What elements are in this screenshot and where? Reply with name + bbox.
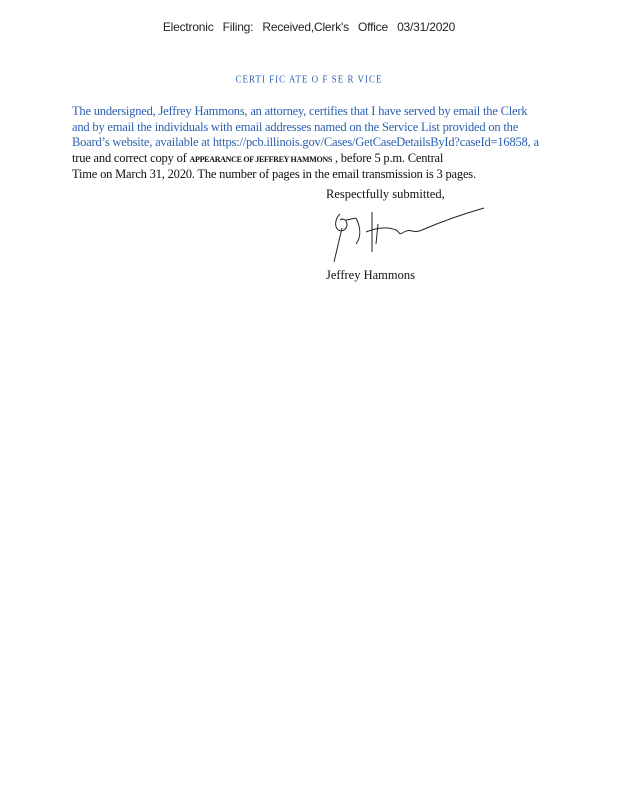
certificate-body: [72, 104, 582, 183]
body-line-3: [72, 135, 582, 151]
closing-text: Respectfully submitted,: [326, 187, 445, 201]
body-line-1-post: by email the Clerk: [438, 104, 528, 118]
body-line-4-pre: true and correct copy of: [72, 150, 187, 165]
body-line-2-a: and: [72, 119, 90, 134]
body-line-2-g: on the: [488, 119, 519, 134]
body-line-3-end: , a: [527, 135, 539, 149]
body-line-3-b: available at: [155, 135, 210, 149]
document-title: APPEARANCE OF JEFFREY HAMMONS: [189, 154, 333, 164]
body-line-3-a: Board’s website,: [72, 135, 153, 149]
body-line-4: [72, 151, 582, 168]
electronic-filing-header: Electronic Filing: Received,Clerk's Office 03/31/2020: [162, 20, 456, 34]
body-line-2-d: with email addresses: [211, 119, 312, 134]
handwritten-signature: [326, 206, 496, 266]
signer-name: Jeffrey Hammons: [326, 268, 415, 282]
body-line-2-b: by email the: [92, 119, 152, 134]
service-list-link[interactable]: https://pcb.illinois.gov/Cases/GetCaseDetailsById?caseId=16858: [212, 135, 528, 149]
body-line-1: [72, 104, 582, 120]
body-line-5: Time on March 31, 2020. The number of pages in the email transmission is 3 pages.: [72, 167, 476, 181]
body-line-1-pre: The undersigned, Jeffrey Hammons, an attorney, certifies that I have served: [72, 104, 436, 118]
body-line-2-f: provided: [442, 119, 486, 134]
body-line-2-e: named on the Service List: [314, 119, 440, 134]
body-line-2-c: individuals: [154, 119, 209, 134]
body-line-2: [72, 120, 582, 136]
body-line-4-post: , before 5 p.m. Central: [334, 150, 444, 165]
certificate-title: CERTI FIC ATE O F SE R VICE: [235, 73, 383, 85]
